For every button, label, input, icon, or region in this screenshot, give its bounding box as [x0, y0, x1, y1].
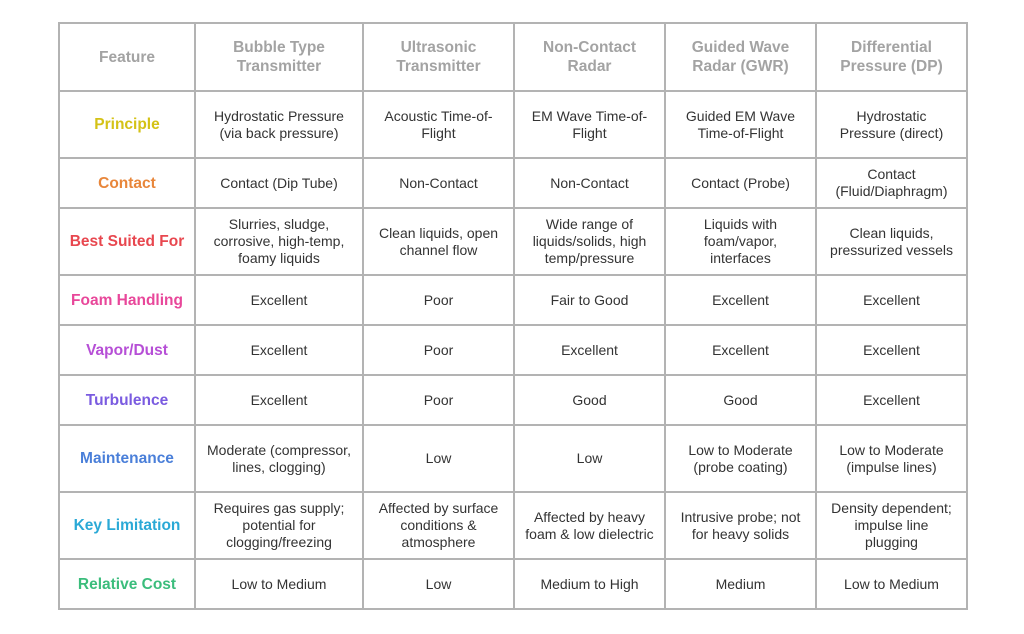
feature-label: Contact — [59, 158, 195, 208]
table-cell: EM Wave Time-of-Flight — [514, 91, 665, 158]
header-feature: Feature — [59, 23, 195, 91]
table-cell: Low to Moderate (impulse lines) — [816, 425, 967, 492]
header-ultrasonic: Ultrasonic Transmitter — [363, 23, 514, 91]
feature-label: Key Limitation — [59, 492, 195, 559]
table-cell: Non-Contact — [363, 158, 514, 208]
table-cell: Affected by surface conditions & atmosphere — [363, 492, 514, 559]
table-cell: Good — [514, 375, 665, 425]
table-cell: Non-Contact — [514, 158, 665, 208]
table-cell: Contact (Fluid/Diaphragm) — [816, 158, 967, 208]
table-cell: Low to Medium — [816, 559, 967, 609]
feature-label: Turbulence — [59, 375, 195, 425]
table-cell: Clean liquids, pressurized vessels — [816, 208, 967, 275]
header-row — [59, 23, 967, 91]
table-cell: Low — [363, 559, 514, 609]
table-row — [59, 208, 967, 275]
feature-label: Foam Handling — [59, 275, 195, 325]
table-cell: Affected by heavy foam & low dielectric — [514, 492, 665, 559]
table-row — [59, 559, 967, 609]
table-cell: Excellent — [816, 375, 967, 425]
table-row — [59, 425, 967, 492]
table-cell: Intrusive probe; not for heavy solids — [665, 492, 816, 559]
table-cell: Low — [363, 425, 514, 492]
feature-label: Principle — [59, 91, 195, 158]
table-cell: Excellent — [816, 325, 967, 375]
feature-label: Maintenance — [59, 425, 195, 492]
feature-label: Best Suited For — [59, 208, 195, 275]
table-cell: Contact (Dip Tube) — [195, 158, 363, 208]
header-bubble-type: Bubble Type Transmitter — [195, 23, 363, 91]
table-cell: Low to Medium — [195, 559, 363, 609]
table-cell: Poor — [363, 325, 514, 375]
header-differential-pressure: Differential Pressure (DP) — [816, 23, 967, 91]
table-cell: Guided EM Wave Time-of-Flight — [665, 91, 816, 158]
table-cell: Excellent — [195, 375, 363, 425]
table-cell: Contact (Probe) — [665, 158, 816, 208]
table-cell: Excellent — [514, 325, 665, 375]
table-row — [59, 325, 967, 375]
table-cell: Excellent — [665, 275, 816, 325]
table-cell: Excellent — [665, 325, 816, 375]
table-row — [59, 91, 967, 158]
table-cell: Clean liquids, open channel flow — [363, 208, 514, 275]
table-cell: Poor — [363, 375, 514, 425]
table-cell: Excellent — [195, 275, 363, 325]
table-cell: Requires gas supply; potential for clogging/freezing — [195, 492, 363, 559]
table-cell: Slurries, sludge, corrosive, high-temp, foamy liquids — [195, 208, 363, 275]
table-cell: Excellent — [195, 325, 363, 375]
header-non-contact-radar: Non-Contact Radar — [514, 23, 665, 91]
table-row — [59, 158, 967, 208]
feature-label: Vapor/Dust — [59, 325, 195, 375]
table-row — [59, 275, 967, 325]
table-cell: Medium to High — [514, 559, 665, 609]
table-cell: Good — [665, 375, 816, 425]
table-row — [59, 375, 967, 425]
table-cell: Fair to Good — [514, 275, 665, 325]
table-cell: Low to Moderate (probe coating) — [665, 425, 816, 492]
table-cell: Hydrostatic Pressure (direct) — [816, 91, 967, 158]
table-cell: Moderate (compressor, lines, clogging) — [195, 425, 363, 492]
table-cell: Liquids with foam/vapor, interfaces — [665, 208, 816, 275]
table-cell: Wide range of liquids/solids, high temp/pressure — [514, 208, 665, 275]
comparison-table — [58, 22, 968, 610]
table-cell: Density dependent; impulse line plugging — [816, 492, 967, 559]
table-cell: Low — [514, 425, 665, 492]
table-cell: Medium — [665, 559, 816, 609]
feature-label: Relative Cost — [59, 559, 195, 609]
table-row — [59, 492, 967, 559]
table-cell: Excellent — [816, 275, 967, 325]
header-guided-wave-radar: Guided Wave Radar (GWR) — [665, 23, 816, 91]
table-cell: Poor — [363, 275, 514, 325]
table-cell: Acoustic Time-of-Flight — [363, 91, 514, 158]
table-cell: Hydrostatic Pressure (via back pressure) — [195, 91, 363, 158]
